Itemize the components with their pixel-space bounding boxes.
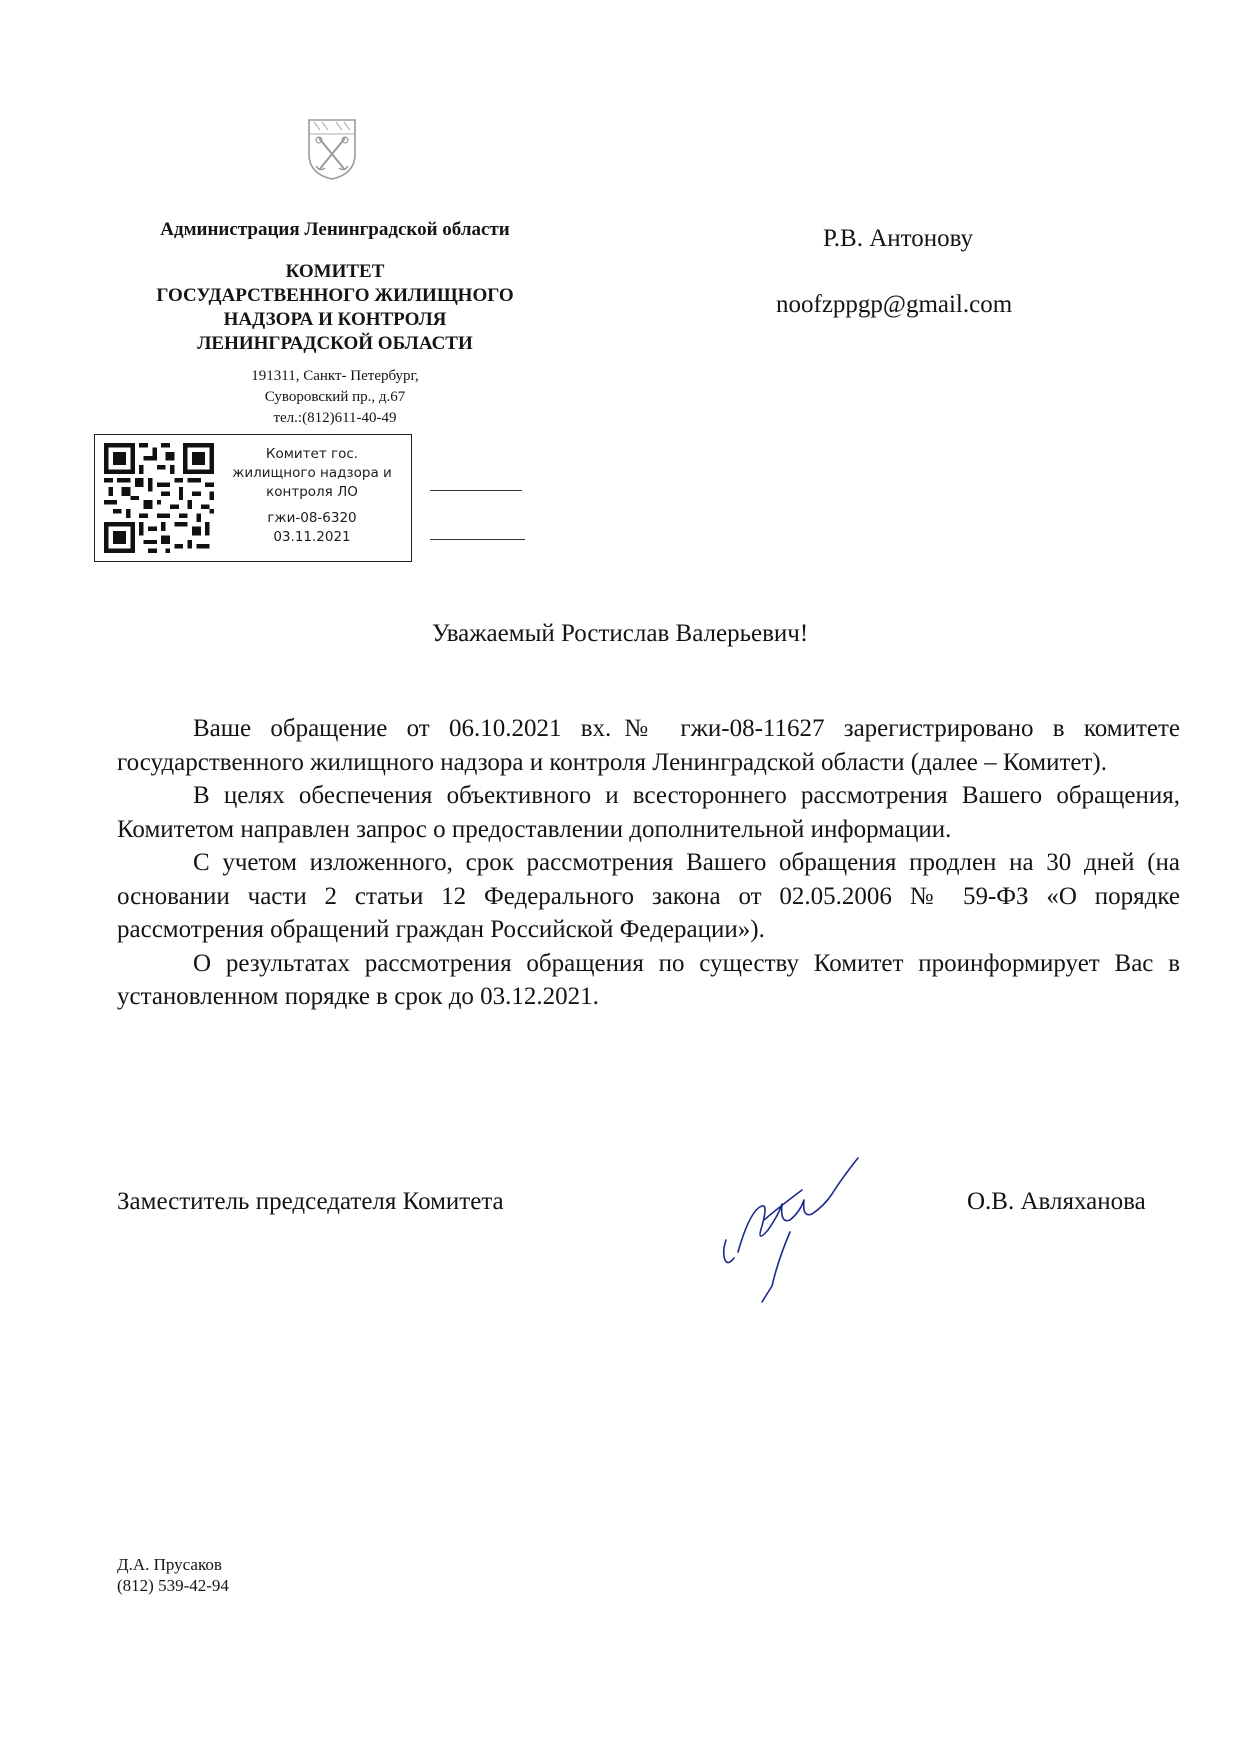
stamp-org-line: контроля ЛО [266,484,358,500]
signer-name: О.В. Авляханова [967,1188,1146,1215]
reg-number-line [430,490,522,491]
stamp-reg-number: гжи-08-6320 [267,510,357,526]
qr-code-icon [104,443,214,553]
recipient-name: Р.В. Антонову [823,225,974,252]
committee-line: КОМИТЕТ [285,261,385,282]
body-paragraph: О результатах рассмотрения обращения по существу Комитет проинформирует Вас в установленном порядке в срок до 03.12.2021. [117,949,1180,1010]
executor-info [117,1554,229,1596]
recipient-email: noofzppgp@gmail.com [776,291,1013,318]
stamp-org-line: Комитет гос. [265,446,359,462]
letter-body [117,712,1180,1014]
committee-address [110,366,560,429]
address-line: Суворовский пр., д.67 [264,389,406,405]
body-paragraph: С учетом изложенного, срок рассмотрения Вашего обращения продлен на 30 дней (на основании части 2 статьи 12 Федерального закона от 02.05.2006 № 59-ФЗ «О порядке рассмотрения обращений граждан Российской Федерации»). [117,849,1180,943]
stamp-org-line: жилищного надзора и [232,465,392,481]
signer-title: Заместитель председателя Комитета [117,1188,504,1215]
address-line: 191311, Санкт- Петербург, [251,368,419,384]
registration-stamp [94,434,412,562]
body-paragraph: В целях обеспечения объективного и всестороннего рассмотрения Вашего обращения, Комитетом направлен запрос о предоставлении дополнительной информации. [117,782,1180,843]
executor-phone: (812) 539-42-94 [117,1576,229,1595]
body-paragraph: Ваше обращение от 06.10.2021 вх.№ гжи-08-11627 зарегистрировано в комитете государственного жилищного надзора и контроля Ленинградской области (далее – Комитет). [117,715,1180,776]
committee-line: ЛЕНИНГРАДСКОЙ ОБЛАСТИ [197,333,473,354]
coat-of-arms-icon [306,116,358,182]
salutation: Уважаемый Ростислав Валерьевич! [431,620,809,647]
handwritten-signature [712,1140,922,1305]
reg-date-line [430,539,525,540]
committee-line: ГОСУДАРСТВЕННОГО ЖИЛИЩНОГО [156,285,514,306]
executor-name: Д.А. Прусаков [117,1555,222,1574]
committee-name [110,260,560,356]
address-line: тел.:(812)611-40-49 [273,410,397,426]
admin-name: Администрация Ленинградской области [160,219,510,240]
committee-line: НАДЗОРА И КОНТРОЛЯ [223,309,447,330]
stamp-text [213,445,411,547]
stamp-reg-date: 03.11.2021 [273,529,351,545]
